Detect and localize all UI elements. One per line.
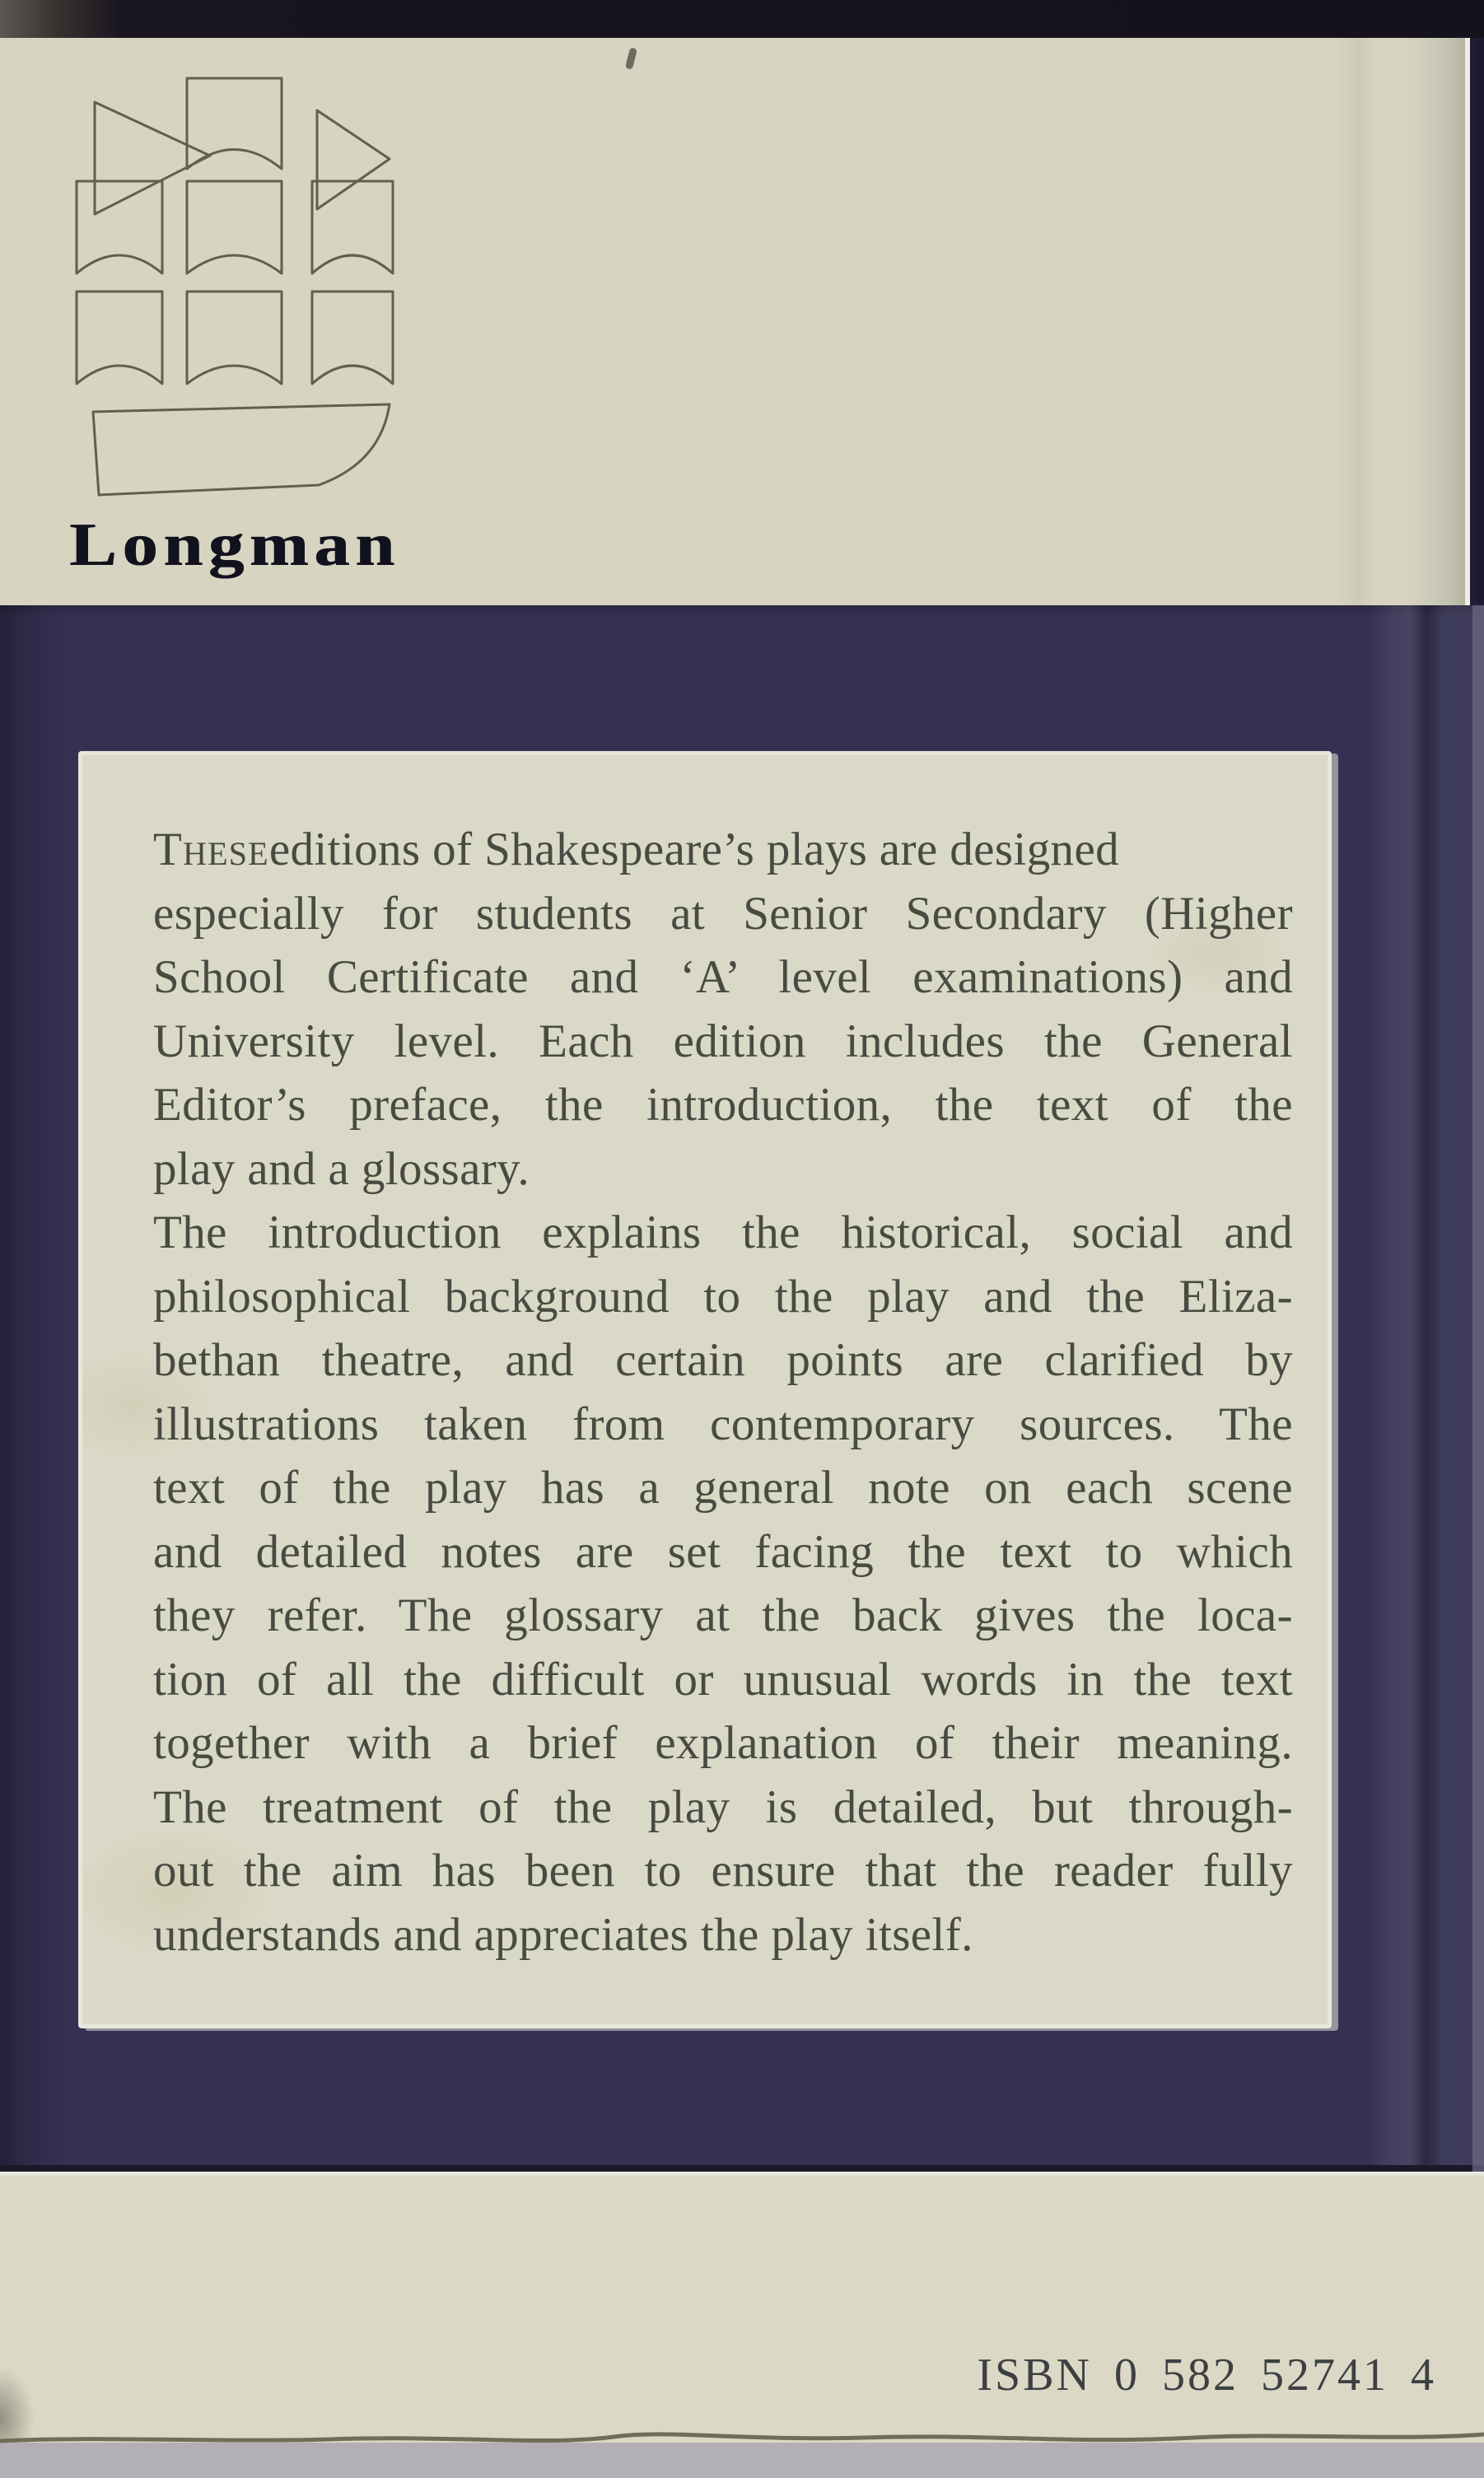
blurb-line bbox=[153, 818, 1293, 882]
blurb-line: especially for students at Senior Secondary (Higher bbox=[153, 887, 1293, 940]
blurb-line: The treatment of the play is detailed, but through- bbox=[153, 1780, 1293, 1833]
blurb-line: play and a glossary. bbox=[153, 1142, 530, 1195]
blurb-line: bethan theatre, and certain points are clarified by bbox=[153, 1334, 1293, 1386]
blurb-line: text of the play has a general note on each scene bbox=[153, 1462, 1293, 1514]
logo-topsail bbox=[187, 78, 282, 169]
blurb-line: they refer. The glossary at the back gives the loca- bbox=[153, 1589, 1293, 1641]
longman-ship-logo-icon bbox=[70, 76, 395, 504]
blurb-lead-word: These bbox=[153, 824, 269, 875]
blurb-line: and detailed notes are set facing the text to which bbox=[153, 1525, 1293, 1578]
blurb-line: together with a brief explanation of their meaning. bbox=[153, 1717, 1293, 1769]
blurb-line: Editor’s preface, the introduction, the text of the bbox=[153, 1079, 1293, 1131]
book-spine-edge-navy bbox=[1472, 605, 1484, 2172]
logo-flag-right bbox=[317, 110, 390, 209]
blurb-line: illustrations taken from contemporary sources. The bbox=[153, 1398, 1293, 1450]
blurb-line: tion of all the difficult or unusual words in the text bbox=[153, 1653, 1293, 1706]
blurb-card bbox=[78, 751, 1332, 2028]
blurb-line: philosophical background to the play and the Eliza- bbox=[153, 1270, 1293, 1323]
blurb-line: out the aim has been to ensure that the reader fully bbox=[153, 1845, 1293, 1897]
book-spine-edge-top bbox=[1465, 38, 1484, 605]
publisher-wordmark: Longman bbox=[69, 511, 400, 579]
cover-bottom-area bbox=[0, 2172, 1484, 2443]
logo-hull bbox=[93, 404, 390, 495]
isbn-text: ISBN 0 582 52741 4 bbox=[977, 2350, 1436, 2401]
blurb-line-text: editions of Shakespeare’s plays are designed bbox=[268, 824, 1120, 875]
blurb-line: School Certificate and ‘A’ level examinations) and bbox=[153, 951, 1293, 1003]
logo-flag-left bbox=[95, 102, 210, 214]
blurb-line: understands and appreciates the play itself. bbox=[153, 1908, 973, 1961]
blurb-line: The introduction explains the historical, social and bbox=[153, 1206, 1293, 1258]
background-top-strip bbox=[0, 0, 1484, 38]
blurb-line: University level. Each edition includes the General bbox=[153, 1015, 1293, 1067]
table-surface bbox=[0, 2444, 1484, 2478]
